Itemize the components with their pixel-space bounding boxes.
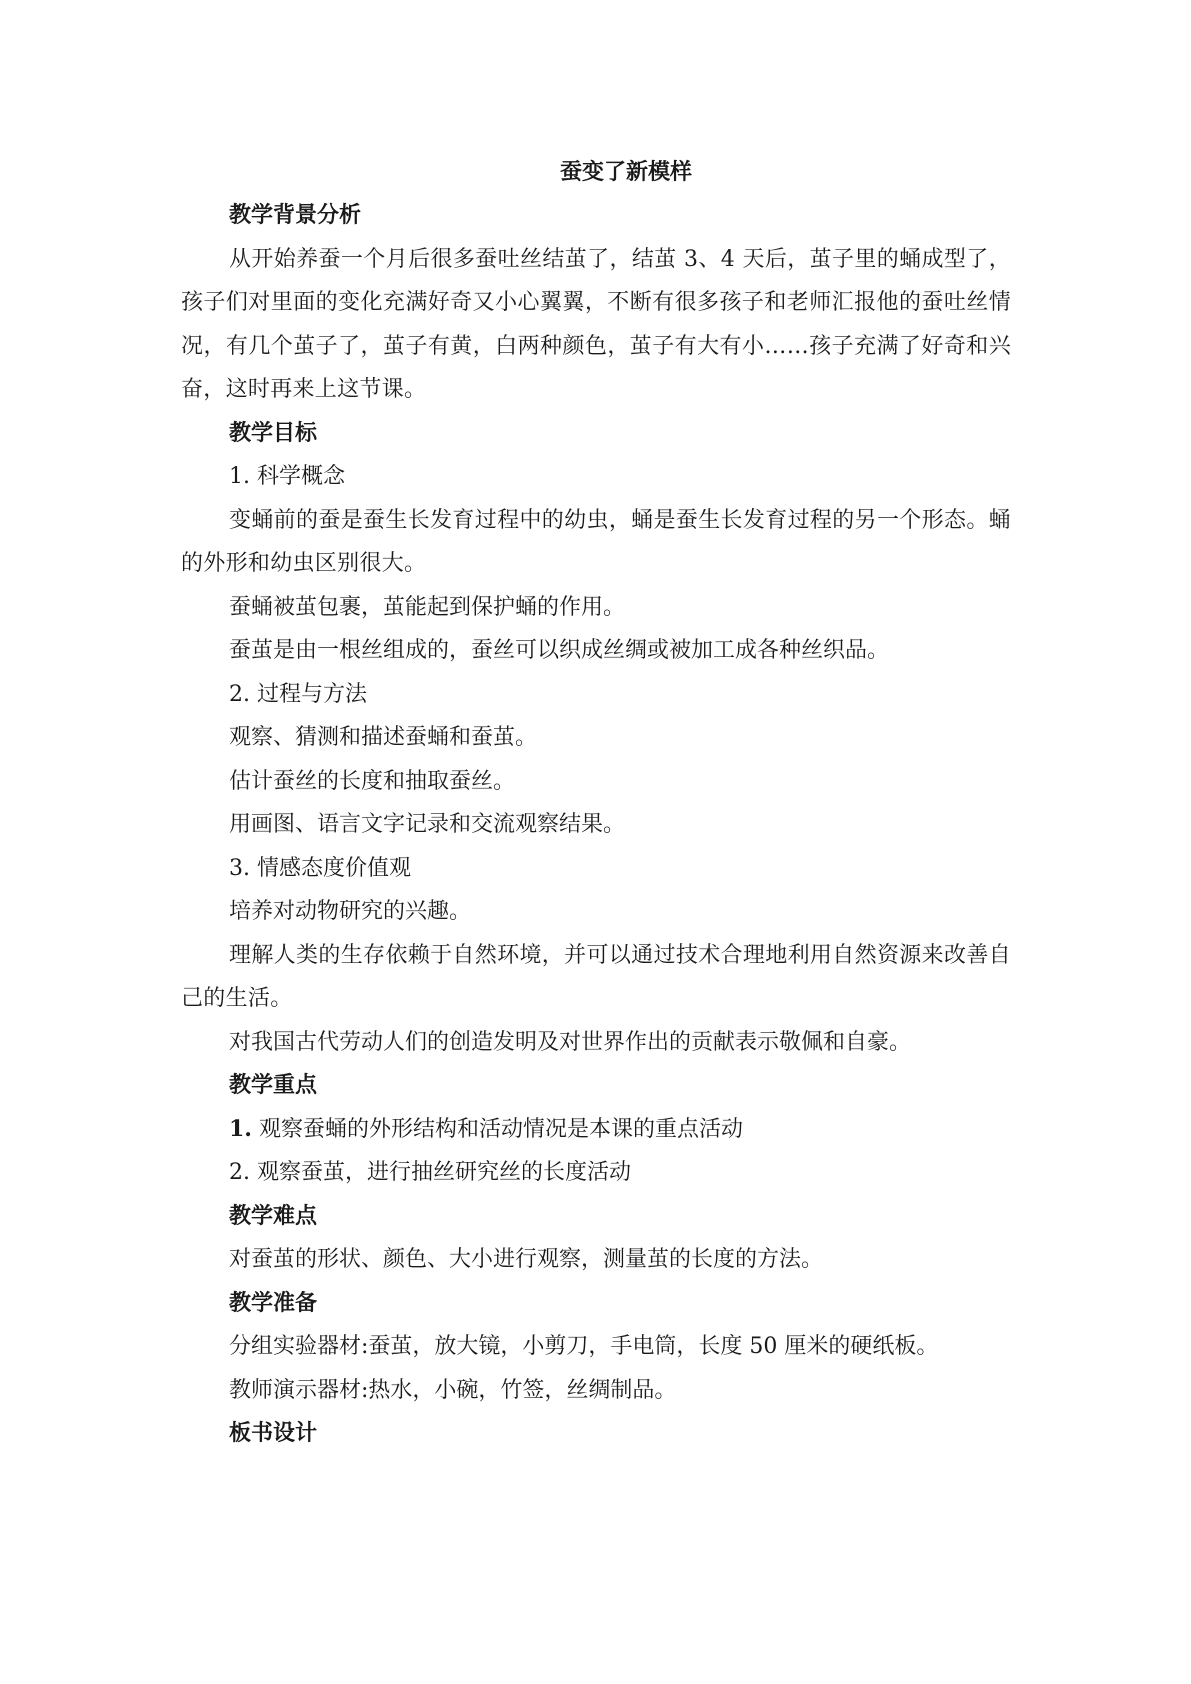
section-heading-preparation: 教学准备	[229, 1289, 318, 1316]
section-heading-key-points: 教学重点	[229, 1072, 318, 1098]
goal-attitude-paragraph-2: 理解人类的生存依赖于自然环境，并可以通过技术合理地利用自然资源来改善自己的生活。	[181, 942, 1011, 1011]
goal-concept-paragraph-2: 蚕蛹被茧包裹，茧能起到保护蛹的作用。	[229, 594, 626, 620]
difficulties-paragraph: 对蚕茧的形状、颜色、大小进行观察，测量茧的长度的方法。	[229, 1247, 824, 1272]
goal-concept-paragraph-1: 变蛹前的蚕是蚕生长发育过程中的幼虫，蛹是蚕生长发育过程的另一个形态。蛹的外形和幼虫区别很大。	[181, 507, 1011, 576]
preparation-teacher-materials: 教师演示器材:热水，小碗，竹签，丝绸制品。	[229, 1377, 677, 1403]
goal-method-paragraph-2: 估计蚕丝的长度和抽取蚕丝。	[229, 768, 516, 794]
goal-attitude-paragraph-3: 对我国古代劳动人们的创造发明及对世界作出的贡献表示敬佩和自豪。	[229, 1029, 912, 1055]
section-heading-difficulties: 教学难点	[229, 1202, 318, 1229]
goal-method-paragraph-3: 用画图、语言文字记录和交流观察结果。	[229, 812, 626, 837]
section-heading-background: 教学背景分析	[229, 202, 362, 228]
goal-subheading-method: 2. 过程与方法	[229, 681, 367, 707]
key-point-item-2: 2. 观察蚕茧，进行抽丝研究丝的长度活动	[229, 1160, 631, 1185]
goal-attitude-paragraph-1: 培养对动物研究的兴趣。	[229, 899, 472, 924]
document-page	[181, 150, 1011, 1456]
section-heading-board: 板书设计	[229, 1420, 318, 1446]
preparation-group-materials: 分组实验器材:蚕茧，放大镜，小剪刀，手电筒，长度 50 厘米的硬纸板。	[229, 1334, 939, 1359]
section-heading-goals: 教学目标	[229, 419, 318, 446]
background-paragraph: 从开始养蚕一个月后很多蚕吐丝结茧了，结茧 3、4 天后，茧子里的蛹成型了，孩子们对里面的变化充满好奇又小心翼翼，不断有很多孩子和老师汇报他的蚕吐丝情况，有几个茧子了，茧子有黄，白两种颜色，茧子有大有小……孩子充满了好奇和兴奋，这时再来上这节课。	[181, 246, 1011, 402]
document-title: 蚕变了新模样	[559, 159, 692, 185]
goal-concept-paragraph-3: 蚕茧是由一根丝组成的，蚕丝可以织成丝绸或被加工成各种丝织品。	[229, 638, 890, 663]
key-point-item-1-number: 1.	[229, 1115, 252, 1142]
goal-subheading-concept: 1. 科学概念	[229, 464, 345, 489]
key-point-item-1	[181, 1108, 1011, 1152]
goal-subheading-attitude: 3. 情感态度价值观	[229, 855, 411, 881]
key-point-item-1-text: 观察蚕蛹的外形结构和活动情况是本课的重点活动	[251, 1116, 743, 1142]
goal-method-paragraph-1: 观察、猜测和描述蚕蛹和蚕茧。	[229, 725, 538, 750]
